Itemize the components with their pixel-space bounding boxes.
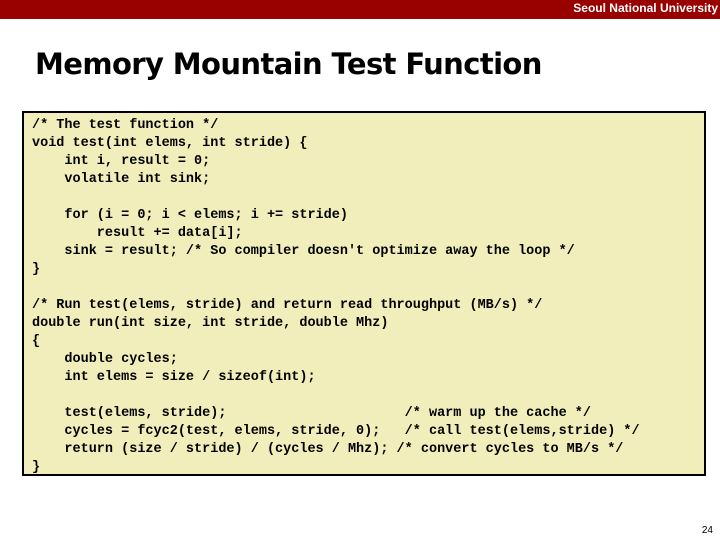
page-number: 24 (701, 525, 713, 536)
code-line: void test(int elems, int stride) { (32, 136, 308, 151)
code-line: { (32, 334, 41, 349)
code-block (32, 117, 640, 477)
code-line: /* The test function */ (32, 118, 219, 133)
code-box (22, 111, 706, 476)
code-line: return (size / stride) / (cycles / Mhz); /* convert cycles to MB/s */ (32, 442, 624, 457)
code-line: test(elems, stride); /* warm up the cache */ (32, 406, 591, 421)
code-line: volatile int sink; (32, 172, 211, 187)
header-bar (0, 0, 720, 19)
code-line: double run(int size, int stride, double Mhz) (32, 316, 389, 331)
code-line: cycles = fcyc2(test, elems, stride, 0); /* call test(elems,stride) */ (32, 424, 640, 439)
code-line: } (32, 460, 41, 475)
code-line (32, 387, 640, 405)
code-line: result += data[i]; (32, 226, 243, 241)
code-line (32, 189, 640, 207)
code-line: int elems = size / sizeof(int); (32, 370, 316, 385)
code-line: for (i = 0; i < elems; i += stride) (32, 208, 348, 223)
organization-name: Seoul National University (573, 1, 718, 15)
code-line (32, 279, 640, 297)
code-line: int i, result = 0; (32, 154, 211, 169)
code-line: double cycles; (32, 352, 178, 367)
code-line: } (32, 262, 41, 277)
code-line: sink = result; /* So compiler doesn't optimize away the loop */ (32, 244, 575, 259)
code-line: /* Run test(elems, stride) and return read throughput (MB/s) */ (32, 298, 543, 313)
slide-title: Memory Mountain Test Function (35, 47, 542, 81)
